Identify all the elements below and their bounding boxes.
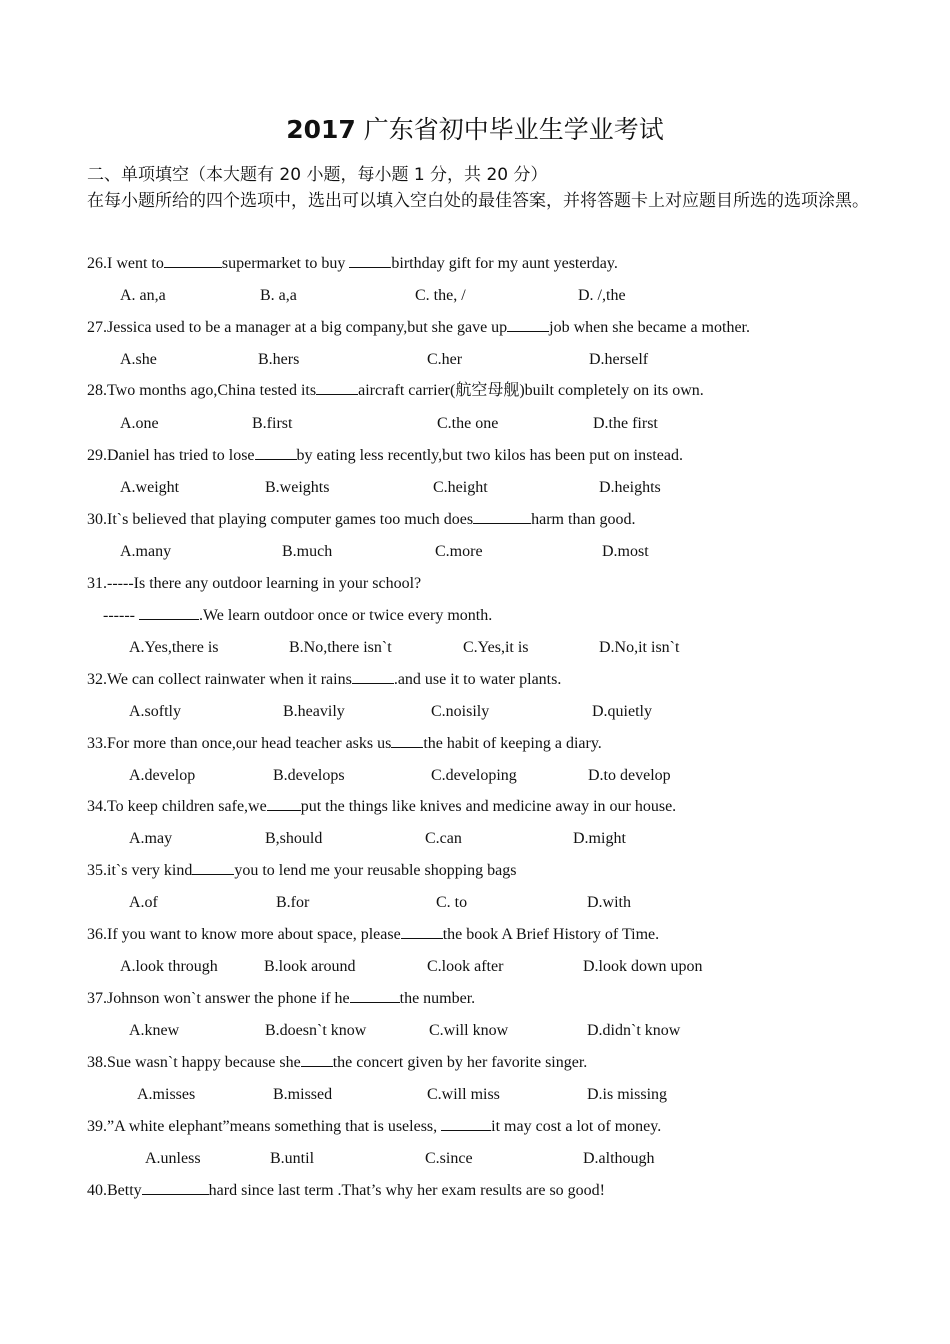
option-d: D.is missing: [587, 1086, 668, 1103]
question-33: [87, 734, 602, 754]
option-c: C.the one: [437, 415, 499, 432]
question-text: by eating less recently,but two kilos has been put on instead.: [296, 447, 683, 464]
question-text: 29.Daniel has tried to lose: [87, 447, 255, 464]
option-a: A.weight: [120, 479, 180, 496]
option-c: C.more: [435, 543, 483, 560]
question-35: [87, 861, 517, 881]
option-a: A.look through: [120, 958, 218, 975]
option-b: B.develops: [273, 767, 345, 784]
option-b: B.missed: [273, 1086, 333, 1103]
answer-blank: [139, 606, 199, 620]
option-c: C.Yes,it is: [463, 639, 529, 656]
option-c: C.developing: [431, 767, 517, 784]
answer-blank: [349, 254, 391, 268]
question-28: [87, 381, 704, 401]
question-text: supermarket to buy: [221, 255, 350, 272]
option-d: D.with: [587, 894, 631, 911]
question-text: 35.it`s very kind: [87, 862, 193, 879]
question-text: 27.Jessica used to be a manager at a big company,but she gave up: [87, 319, 508, 336]
option-c: C.look after: [427, 958, 504, 975]
option-d: D.the first: [593, 415, 658, 432]
answer-blank: [441, 1117, 491, 1131]
question-text: 26.I went to: [87, 255, 164, 272]
option-c: C.height: [433, 479, 488, 496]
answer-blank: [192, 861, 234, 875]
option-c: C.her: [427, 351, 463, 368]
question-32: [87, 670, 561, 690]
question-text: 33.For more than once,our head teacher asks us: [87, 735, 392, 752]
question-37: [87, 989, 475, 1009]
option-b: B.doesn`t know: [265, 1022, 367, 1039]
option-a: A.may: [129, 830, 173, 847]
question-34: [87, 797, 676, 817]
question-31-response: [103, 606, 492, 626]
answer-blank: [142, 1181, 209, 1195]
option-b: B.hers: [258, 351, 300, 368]
option-a: A.of: [129, 894, 158, 911]
question-40: [87, 1181, 605, 1201]
option-b: B.look around: [264, 958, 356, 975]
answer-blank: [401, 925, 443, 939]
option-a: A.unless: [145, 1150, 201, 1167]
option-d: D.heights: [599, 479, 661, 496]
option-b: B.first: [252, 415, 293, 432]
answer-blank: [316, 381, 358, 395]
question-text: the number.: [399, 990, 476, 1007]
option-d: D.No,it isn`t: [599, 639, 680, 656]
question-text: 37.Johnson won`t answer the phone if he: [87, 990, 350, 1007]
option-d: D. /,the: [578, 287, 626, 304]
option-b: B.No,there isn`t: [289, 639, 392, 656]
option-b: B.until: [270, 1150, 315, 1167]
dialogue-dash: ------: [103, 607, 139, 624]
option-c: C. to: [436, 894, 468, 911]
option-c: C.can: [425, 830, 462, 847]
option-a: A.develop: [129, 767, 196, 784]
question-39: [87, 1117, 661, 1137]
question-text: 34.To keep children safe,we: [87, 798, 267, 815]
answer-blank: [473, 510, 531, 524]
option-a: A.Yes,there is: [129, 639, 219, 656]
question-text: job when she became a mother.: [549, 319, 750, 336]
question-29: [87, 446, 683, 466]
question-text: 31.-----Is there any outdoor learning in your school?: [87, 575, 422, 592]
title-year: 2017: [286, 115, 356, 144]
answer-blank: [164, 254, 222, 268]
question-text: hard since last term .That’s why her exam results are so good!: [208, 1182, 605, 1199]
option-d: D.herself: [589, 351, 649, 368]
option-d: D.most: [602, 543, 649, 560]
question-text: 32.We can collect rainwater when it rains: [87, 671, 352, 688]
option-a: A.many: [120, 543, 172, 560]
question-text: 28.Two months ago,China tested its: [87, 382, 317, 399]
answer-blank: [301, 1053, 333, 1067]
question-26: [87, 254, 618, 274]
question-36: [87, 925, 659, 945]
option-b: B.for: [276, 894, 310, 911]
option-b: B.weights: [265, 479, 330, 496]
question-text: harm than good.: [531, 511, 636, 528]
option-a: A. an,a: [120, 287, 166, 304]
question-30: [87, 510, 636, 530]
option-c: C.since: [425, 1150, 473, 1167]
question-text: the concert given by her favorite singer.: [332, 1054, 588, 1071]
question-text: 38.Sue wasn`t happy because she: [87, 1054, 301, 1071]
question-27: [87, 318, 750, 338]
answer-blank: [350, 989, 400, 1003]
answer-blank: [255, 446, 297, 460]
option-b: B. a,a: [260, 287, 297, 304]
answer-blank: [267, 797, 301, 811]
option-b: B.heavily: [283, 703, 345, 720]
option-c: C.noisily: [431, 703, 490, 720]
option-b: B,should: [265, 830, 323, 847]
option-d: D.although: [583, 1150, 655, 1167]
option-d: D.quietly: [592, 703, 652, 720]
option-a: A.one: [120, 415, 159, 432]
answer-blank: [352, 670, 394, 684]
question-text: put the things like knives and medicine away in our house.: [300, 798, 677, 815]
section-heading: 二、单项填空（本大题有 20 小题，每小题 1 分，共 20 分）: [87, 165, 548, 185]
question-text: 39.”A white elephant”means something that is useless,: [87, 1118, 442, 1135]
option-a: A.misses: [137, 1086, 196, 1103]
section-instructions: 在每小题所给的四个选项中，选出可以填入空白处的最佳答案，并将答题卡上对应题目所选的选项涂黑。: [87, 191, 869, 211]
option-c: C.will know: [429, 1022, 509, 1039]
answer-blank: [507, 318, 549, 332]
option-a: A.softly: [129, 703, 181, 720]
option-c: C.will miss: [427, 1086, 500, 1103]
question-text: 36.If you want to know more about space, please: [87, 926, 401, 943]
question-text: you to lend me your reusable shopping bags: [234, 862, 517, 879]
option-d: D.didn`t know: [587, 1022, 681, 1039]
question-text: birthday gift for my aunt yesterday.: [391, 255, 618, 272]
question-text: it may cost a lot of money.: [491, 1118, 662, 1135]
title-text: 广东省初中毕业生学业考试: [363, 115, 664, 144]
option-b: B.much: [282, 543, 333, 560]
question-text: 40.Betty: [87, 1182, 142, 1199]
question-text: .and use it to water plants.: [393, 671, 562, 688]
question-text: the book A Brief History of Time.: [442, 926, 660, 943]
question-text: 30.It`s believed that playing computer games too much does: [87, 511, 474, 528]
option-d: D.might: [573, 830, 626, 847]
answer-blank: [391, 734, 423, 748]
question-text: the habit of keeping a diary.: [423, 735, 602, 752]
exam-title: [0, 112, 950, 148]
question-text: aircraft carrier(航空母舰)built completely on its own.: [358, 382, 704, 399]
option-a: A.she: [120, 351, 157, 368]
option-c: C. the, /: [415, 287, 466, 304]
question-31: [87, 574, 421, 594]
option-d: D.look down upon: [583, 958, 703, 975]
question-text: .We learn outdoor once or twice every month.: [198, 607, 493, 624]
option-d: D.to develop: [588, 767, 671, 784]
question-38: [87, 1053, 587, 1073]
option-a: A.knew: [129, 1022, 180, 1039]
